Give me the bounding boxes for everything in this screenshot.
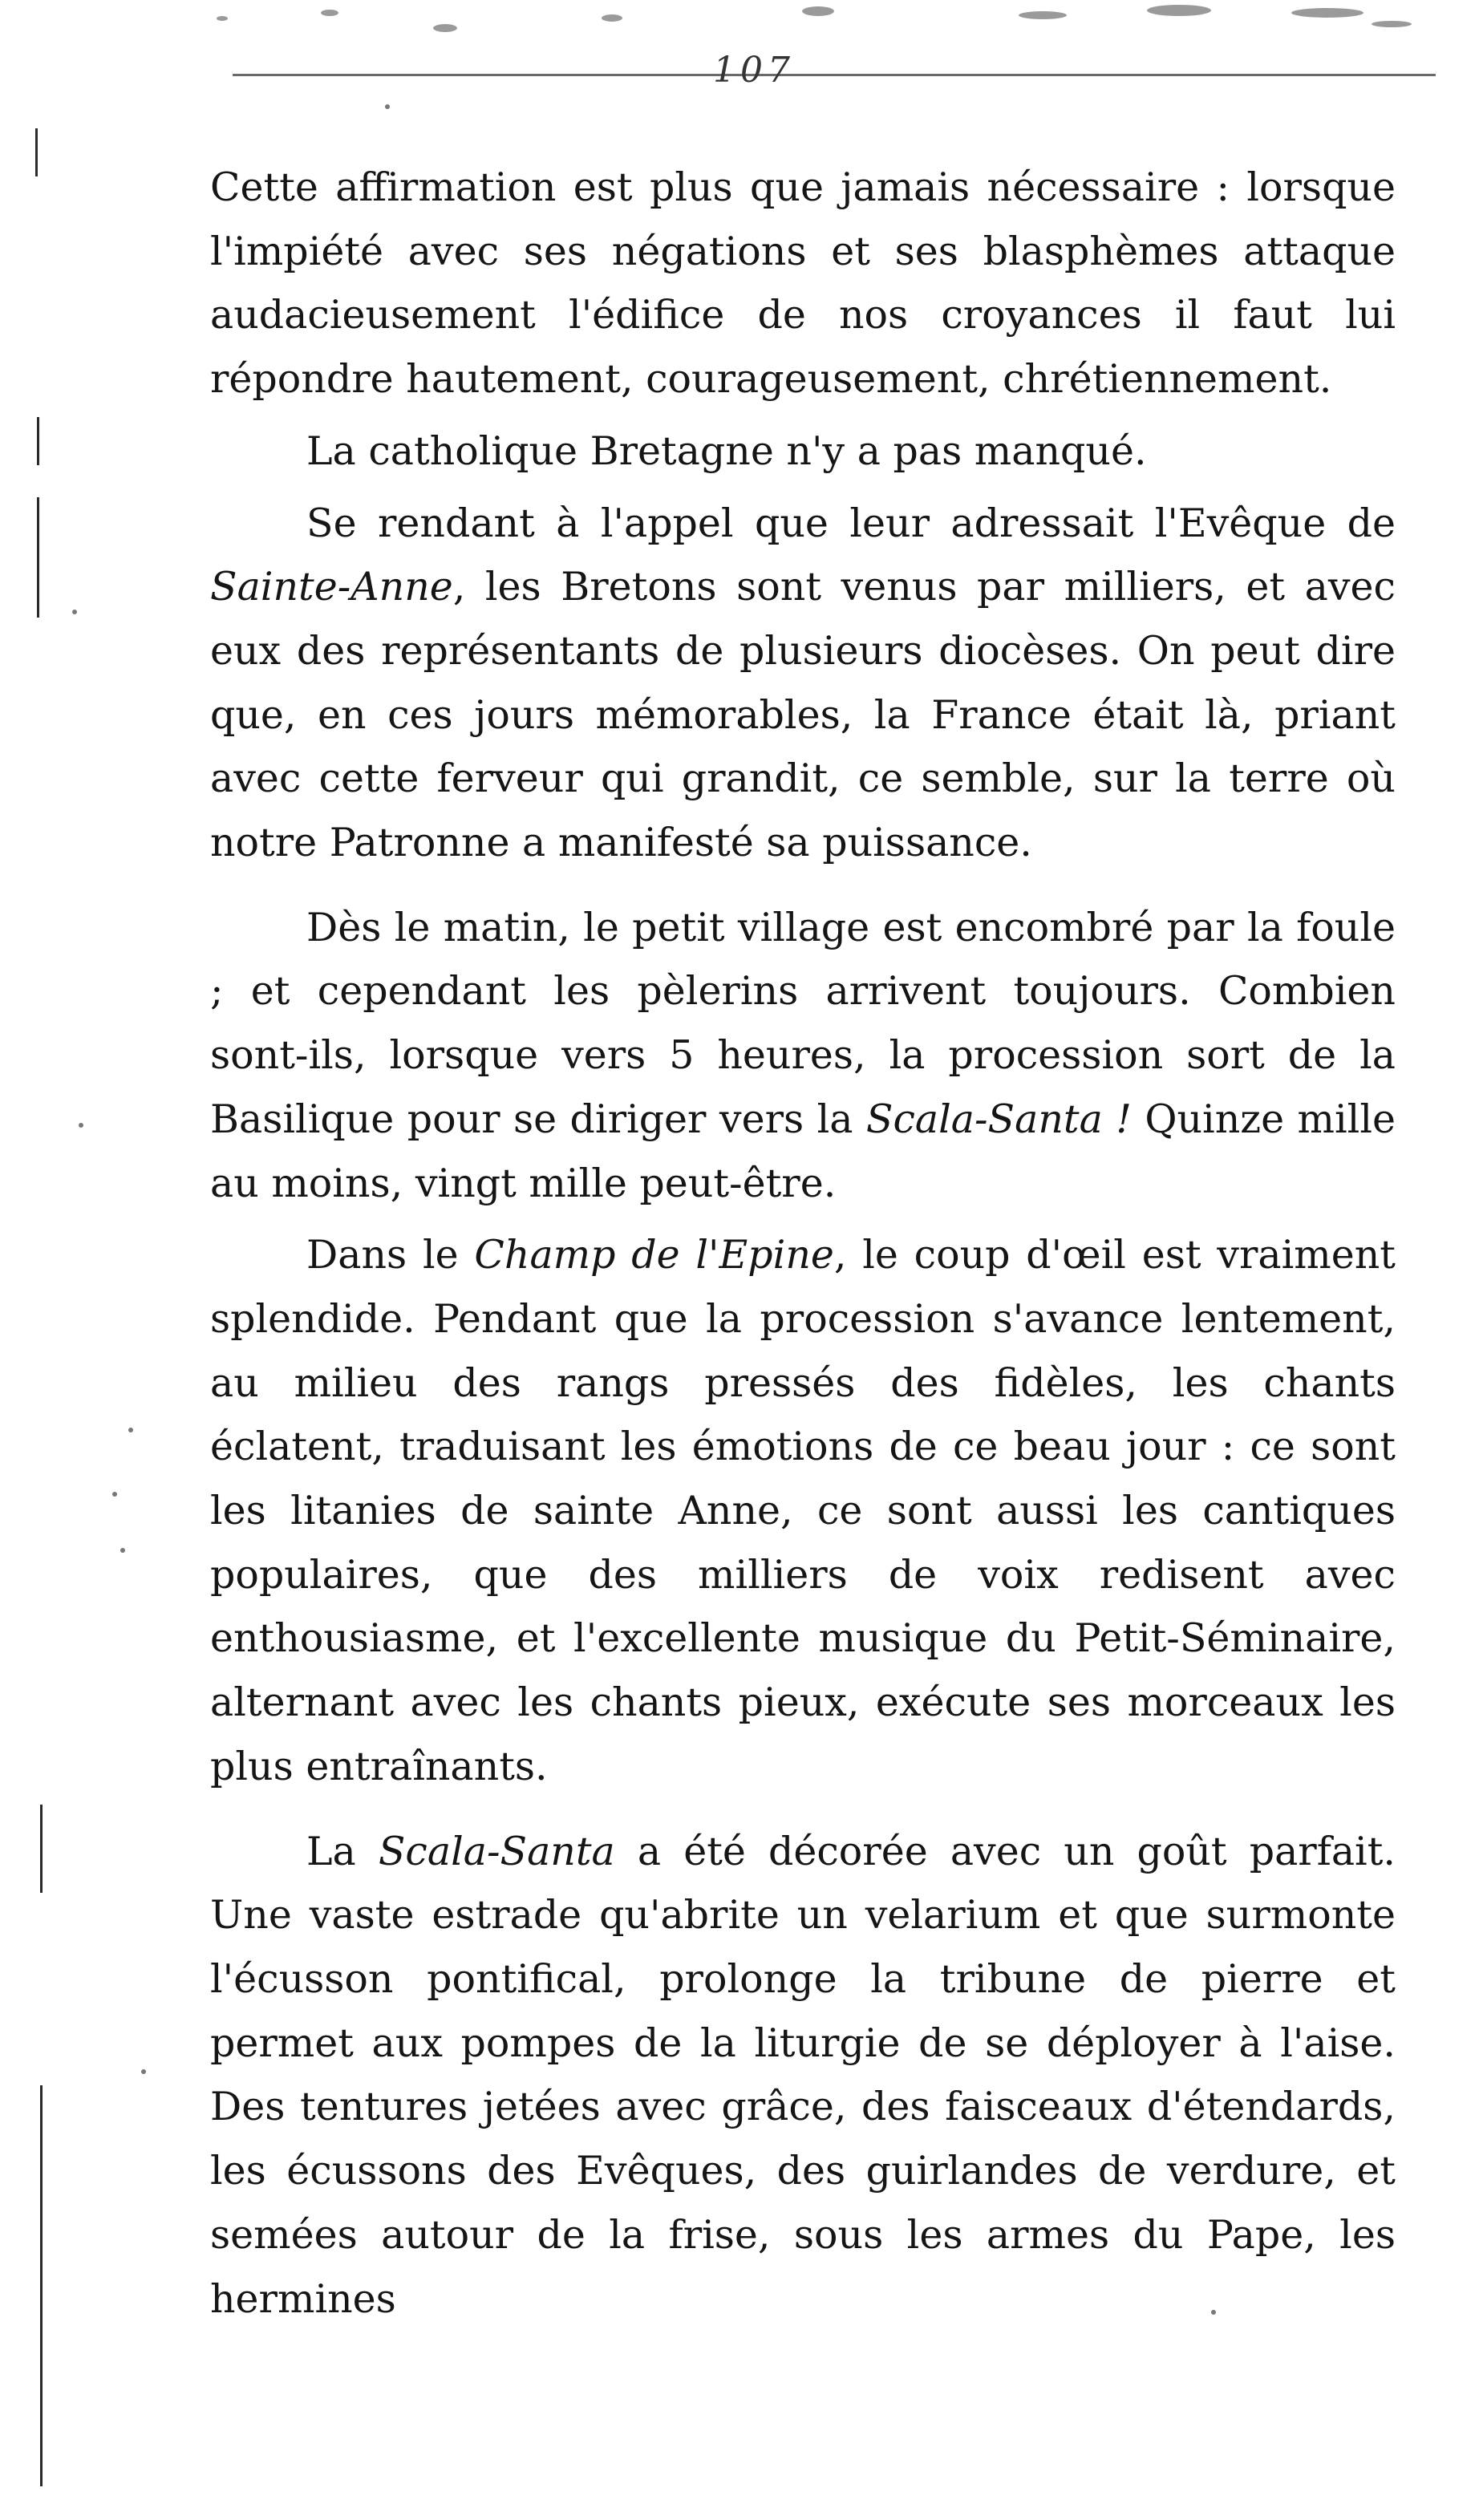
page-number: 107 bbox=[713, 50, 795, 91]
italic-place-name: Champ de l'Epine bbox=[474, 1232, 834, 1278]
margin-speck bbox=[385, 104, 390, 109]
paragraph-1: Cette affirmation est plus que jamais nécessaire : lorsque l'impiété avec ses négations et ses blasphèmes attaque audacieusement l'édifice de nos croyances il faut lui répondre hautement, courageusement, chrétiennement. bbox=[210, 164, 1396, 403]
margin-speck bbox=[72, 610, 77, 614]
paragraph-4: Dès le matin, le petit village est encombré par la foule ; et cependant les pèlerins arrivent toujours. Combien sont-ils, lorsque vers 5 heures, la procession sort de la Basilique pour se diriger vers la Scala-Santa ! Quinze mille au moins, vingt mille peut-être. bbox=[210, 904, 1396, 1206]
margin-speck bbox=[79, 1123, 83, 1128]
left-margin-line bbox=[37, 497, 39, 618]
paragraph-5: Dans le Champ de l'Epine, le coup d'œil est vraiment splendide. Pendant que la procession s'avance lentement, au milieu des rangs pressés des fidèles, les chants éclatent, traduisant les émotions de ce beau jour : ce sont les litanies de sainte Anne, ce sont aussi les cantiques populaires, que des milliers de voix redisent avec enthousiasme, et l'excellente musique du Petit-Séminaire, alternant avec les chants pieux, exécute ses morceaux les plus entraînants. bbox=[210, 1232, 1396, 1789]
left-margin-line bbox=[37, 417, 39, 465]
left-margin-line bbox=[40, 1805, 43, 1893]
paragraph-2: La catholique Bretagne n'y a pas manqué. bbox=[306, 427, 1147, 474]
top-border-smudge bbox=[184, 0, 1436, 88]
margin-speck bbox=[120, 1548, 125, 1553]
header-rule bbox=[233, 74, 1436, 76]
italic-place-name: Scala-Santa ! bbox=[865, 1096, 1132, 1142]
italic-place-name: Sainte-Anne bbox=[210, 564, 453, 610]
margin-speck bbox=[128, 1428, 133, 1432]
left-margin-line bbox=[35, 128, 38, 176]
paragraph-3: Se rendant à l'appel que leur adressait l'Evêque de Sainte-Anne, les Bretons sont venus par milliers, et avec eux des représentants de plusieurs diocèses. On peut dire que, en ces jours mémorables, la France était là, priant avec cette ferveur qui grandit, ce semble, sur la terre où notre Patronne a manifesté sa puissance. bbox=[210, 500, 1396, 866]
italic-place-name: Scala-Santa bbox=[378, 1828, 615, 1874]
margin-speck bbox=[141, 2069, 146, 2074]
margin-speck bbox=[112, 1492, 117, 1497]
page-body bbox=[210, 156, 1396, 2331]
left-margin-line bbox=[40, 2085, 43, 2486]
paragraph-6: La Scala-Santa a été décorée avec un goût parfait. Une vaste estrade qu'abrite un velarium et que surmonte l'écusson pontifical, prolonge la tribune de pierre et permet aux pompes de la liturgie de se déployer à l'aise. Des tentures jetées avec grâce, des faisceaux d'étendards, les écussons des Evêques, des guirlandes de verdure, et semées autour de la frise, sous les armes du Pape, les hermines bbox=[210, 1828, 1396, 2322]
